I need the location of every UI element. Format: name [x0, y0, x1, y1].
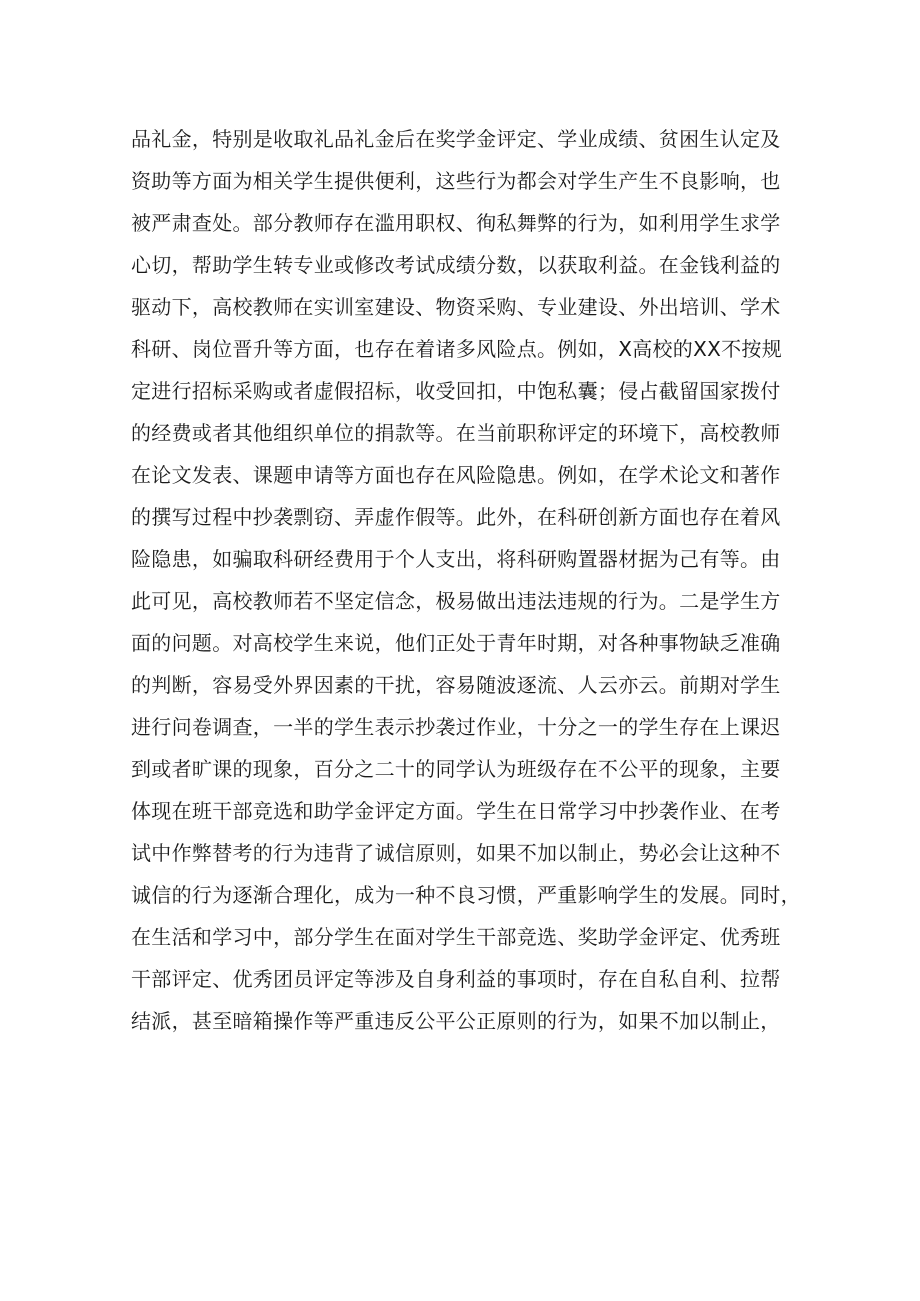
- text-line: 险隐患，如骗取科研经费用于个人支出，将科研购置器材据为己有等。由: [131, 547, 781, 571]
- text-line: 资助等方面为相关学生提供便利，这些行为都会对学生产生不良影响，也: [131, 169, 781, 193]
- text-line: 的判断，容易受外界因素的干扰，容易随波逐流、人云亦云。前期对学生: [131, 673, 781, 697]
- text-line: 到或者旷课的现象，百分之二十的同学认为班级存在不公平的现象，主要: [131, 757, 781, 781]
- text-line: 科研、岗位晋升等方面，也存在着诸多风险点。例如，X高校的XX不按规: [131, 337, 783, 361]
- text-line: 进行问卷调查，一半的学生表示抄袭过作业，十分之一的学生存在上课迟: [131, 715, 781, 739]
- text-line: 在论文发表、课题申请等方面也存在风险隐患。例如，在学术论文和著作: [131, 463, 781, 487]
- text-line: 驱动下，高校教师在实训室建设、物资采购、专业建设、外出培训、学术: [131, 295, 781, 319]
- text-line: 被严肃查处。部分教师存在滥用职权、徇私舞弊的行为，如利用学生求学: [131, 211, 781, 235]
- text-line: 面的问题。对高校学生来说，他们正处于青年时期，对各种事物缺乏准确: [131, 631, 781, 655]
- body-paragraph: [131, 118, 801, 1042]
- text-line: 定进行招标采购或者虚假招标，收受回扣，中饱私囊；侵占截留国家拨付: [131, 379, 781, 403]
- text-line: 干部评定、优秀团员评定等涉及自身利益的事项时，存在自私自利、拉帮: [131, 967, 781, 991]
- text-line: 结派，甚至暗箱操作等严重违反公平公正原则的行为，如果不加以制止，: [131, 1009, 781, 1033]
- text-line: 在生活和学习中，部分学生在面对学生干部竞选、奖助学金评定、优秀班: [131, 925, 781, 949]
- text-line: 此可见，高校教师若不坚定信念，极易做出违法违规的行为。二是学生方: [131, 589, 781, 613]
- text-line: 品礼金，特别是收取礼品礼金后在奖学金评定、学业成绩、贫困生认定及: [131, 127, 781, 151]
- text-line: 诚信的行为逐渐合理化，成为一种不良习惯，严重影响学生的发展。同时，: [131, 883, 801, 907]
- text-line: 试中作弊替考的行为违背了诚信原则，如果不加以制止，势必会让这种不: [131, 841, 781, 865]
- text-line: 体现在班干部竞选和助学金评定方面。学生在日常学习中抄袭作业、在考: [131, 799, 781, 823]
- text-line: 心切，帮助学生转专业或修改考试成绩分数，以获取利益。在金钱利益的: [131, 253, 781, 277]
- text-line: 的撰写过程中抄袭剽窃、弄虚作假等。此外，在科研创新方面也存在着风: [131, 505, 781, 529]
- text-line: 的经费或者其他组织单位的捐款等。在当前职称评定的环境下，高校教师: [131, 421, 781, 445]
